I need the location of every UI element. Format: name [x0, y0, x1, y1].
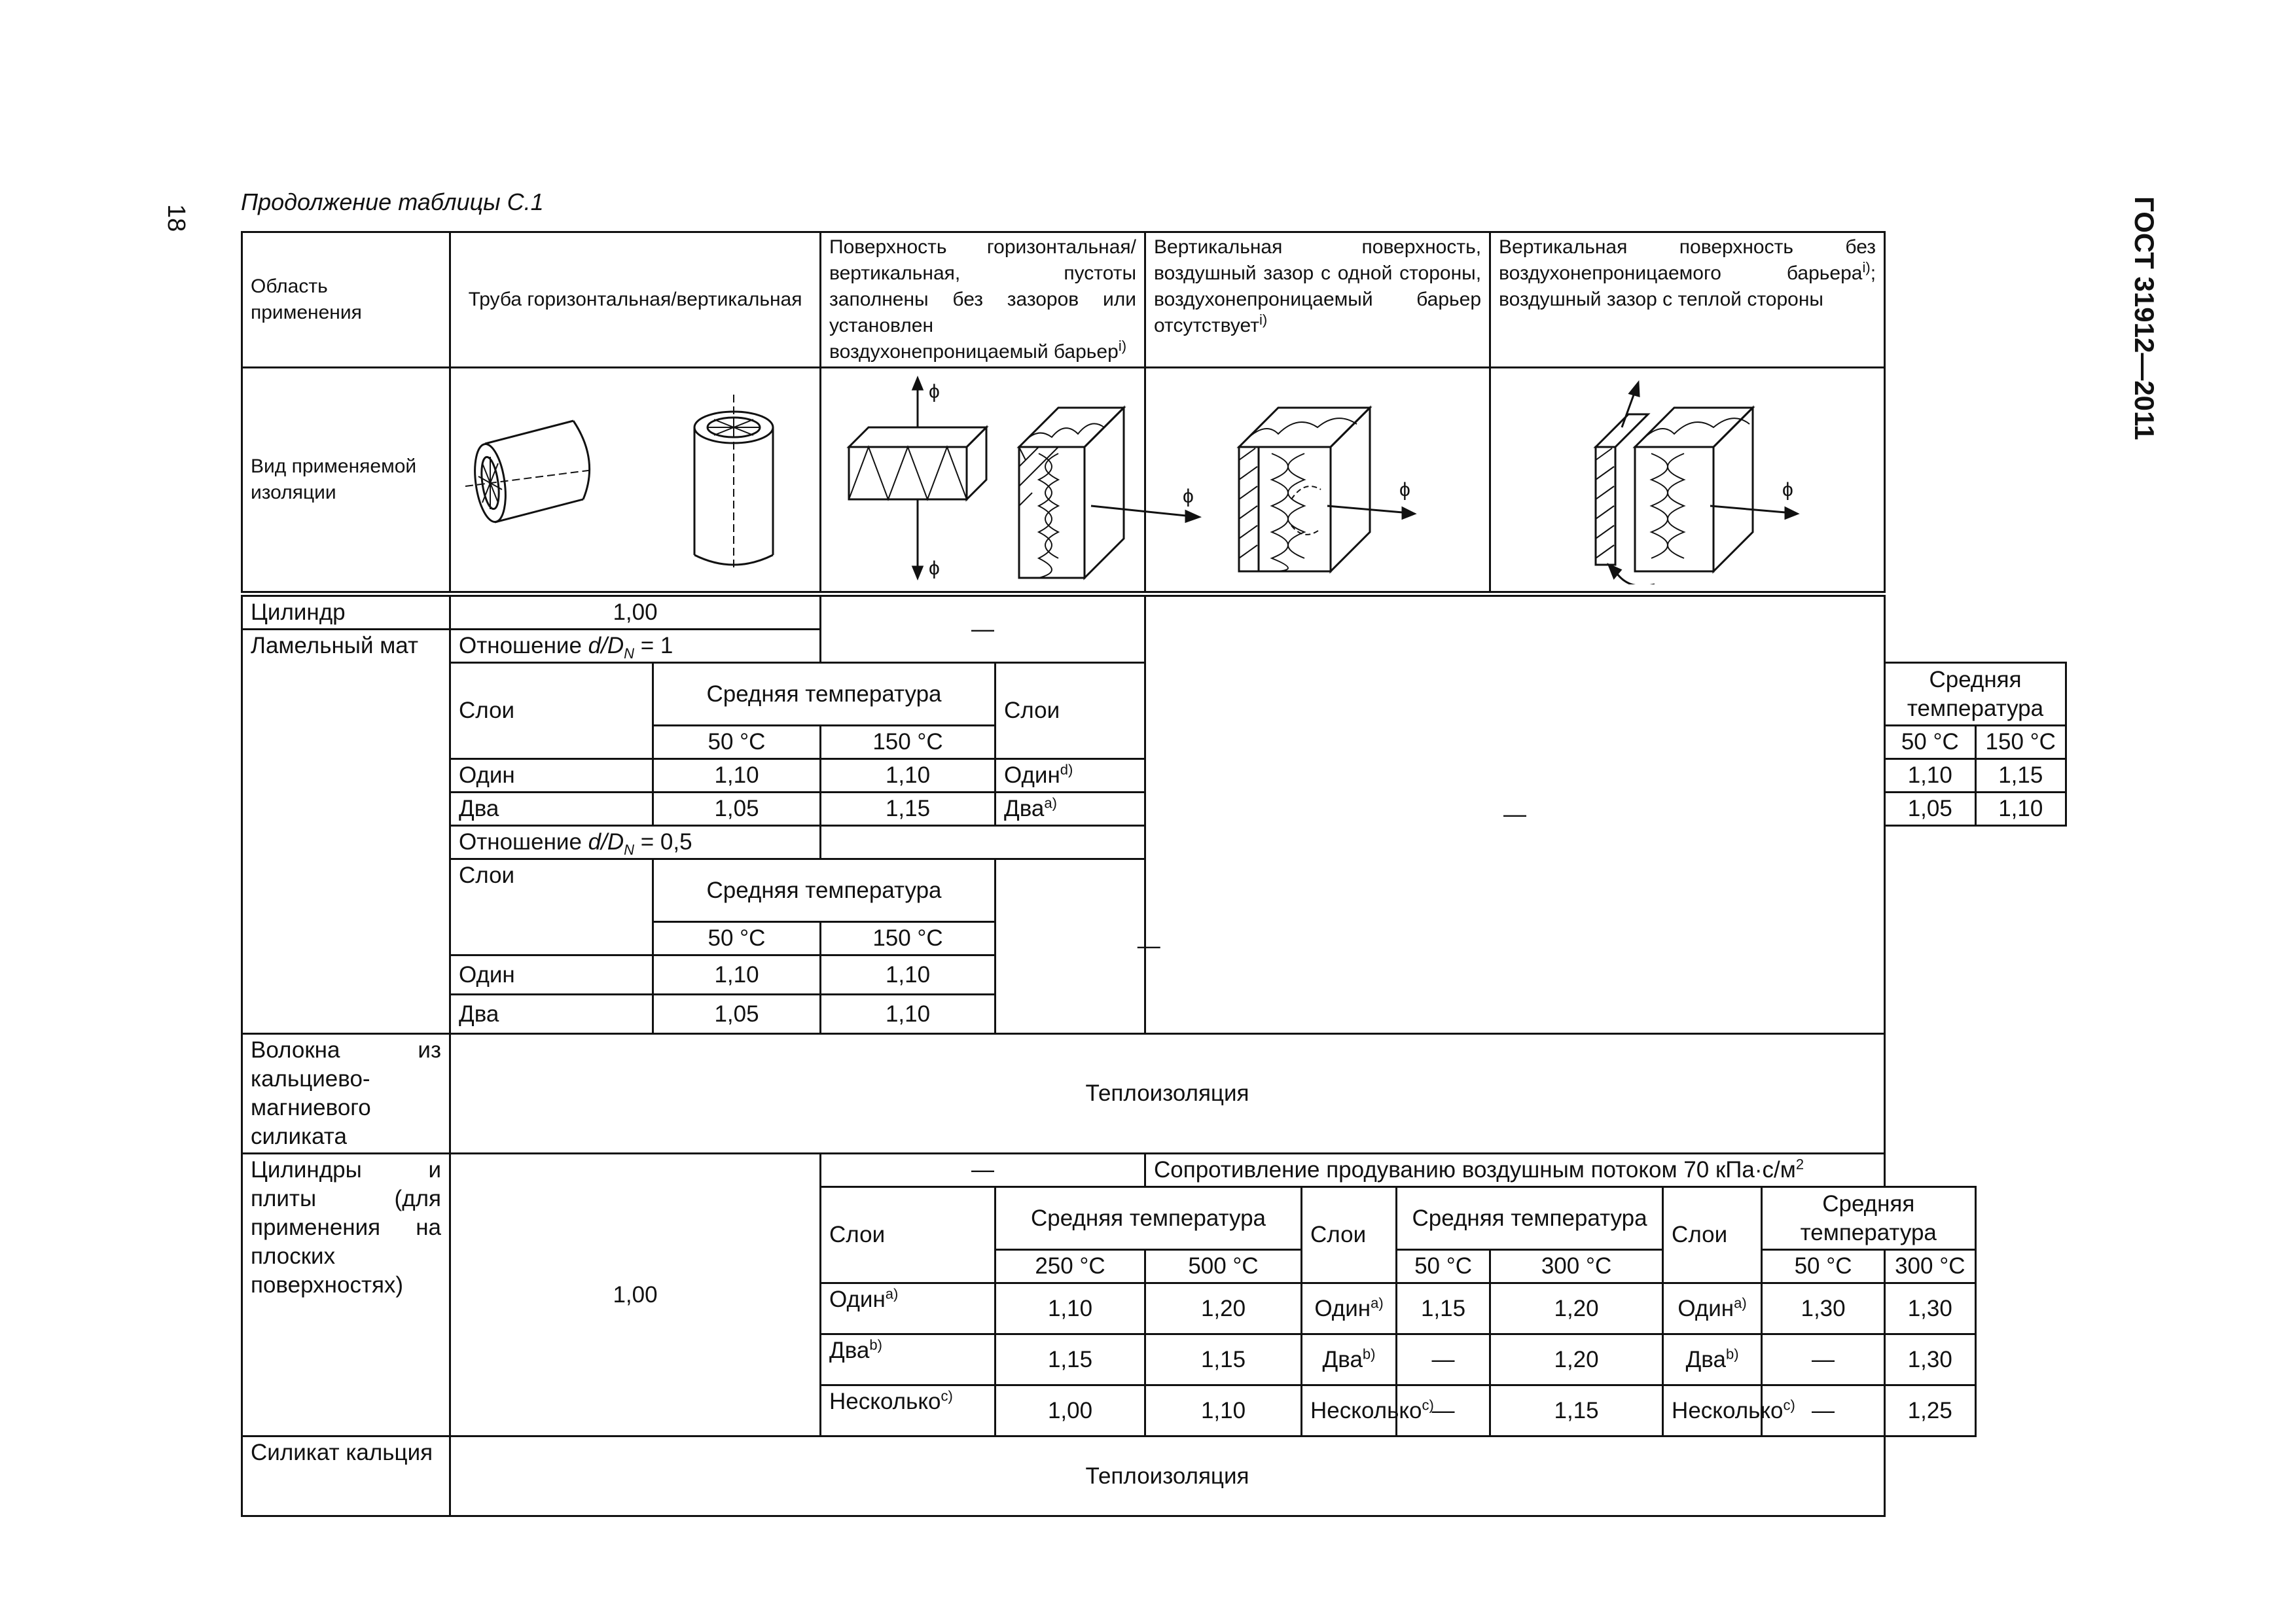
cyl-plates-resistance: Сопротивление продуванию воздушным потоком 70 $кПа\cdot с/м^2$ — [1145, 1154, 1885, 1187]
cp-g1-t500: 500 °C — [1145, 1250, 1302, 1283]
lamel-pipe-layers-header: Слои — [450, 663, 653, 759]
row-calcium-label: Силикат кальция — [242, 1436, 450, 1516]
cp-g3-avg-temp: Средняя температура — [1762, 1187, 1975, 1250]
row-cyl-plates-label: Цилиндры и плиты (для применения на плоских поверхностях) — [242, 1154, 450, 1436]
lamel-ratio-1: Отношение $d/D_N = 1$ — [450, 630, 821, 663]
cp-g1-two: Два$^{b)}$ — [821, 1334, 996, 1385]
cylinder-pipe-value: 1,00 — [450, 594, 821, 630]
cp-g1-layers: Слои — [821, 1187, 996, 1283]
lamel-surface-two-50: 1,05 — [1885, 793, 1975, 826]
vertical-pipe-icon — [694, 395, 773, 571]
cp-g2-several-a: — — [1397, 1385, 1490, 1436]
lamel-pipe-two: Два — [450, 793, 653, 826]
lamel-surface-one-50: 1,10 — [1885, 759, 1975, 793]
cp-g3-layers: Слои — [1663, 1187, 1762, 1283]
lamel-pipe-two-150-2: 1,10 — [821, 995, 996, 1034]
data-table — [241, 231, 2067, 1507]
cp-g3-one-a: 1,30 — [1762, 1283, 1885, 1334]
lamel-ratio-2: Отношение $d/D_N = 0,5$ — [450, 826, 821, 859]
lamel-ratio-2-empty — [821, 826, 1145, 859]
board-icon — [849, 378, 986, 579]
lamel-pipe-one-50: 1,10 — [653, 759, 821, 793]
lamel-surface-two-150: 1,10 — [1975, 793, 2066, 826]
lamel-surface-avg-temp: Средняя температура — [1885, 663, 2066, 726]
svg-text:ϕ: ϕ — [1399, 479, 1410, 501]
lamel-pipe-two-150: 1,15 — [821, 793, 996, 826]
header-surface: Поверхность горизонтальная/вертикальная, пустоты заполнены без зазоров или установлен воздухонепроницаемый барьер$^{i)}$ — [821, 232, 1145, 368]
cp-g1-several: Несколько$^{c)}$ — [821, 1385, 996, 1436]
lamel-pipe-layers-header-2: Слои — [450, 859, 653, 955]
cyl-plates-pipe-value: 1,00 — [450, 1154, 821, 1436]
lamel-pipe-t150: 150 °C — [821, 726, 996, 759]
lamel-pipe-one-50-2: 1,10 — [653, 955, 821, 995]
lamel-pipe-one: Один — [450, 759, 653, 793]
svg-text:ϕ: ϕ — [1782, 479, 1793, 501]
cp-g1-one-a: 1,10 — [996, 1283, 1145, 1334]
cp-g3-two: Два$^{b)}$ — [1663, 1334, 1762, 1385]
cp-g2-layers: Слои — [1302, 1187, 1397, 1283]
lamel-surface-layers-header: Слои — [996, 663, 1145, 759]
svg-text:ϕ: ϕ — [929, 558, 940, 579]
wall-gap-icon — [1239, 408, 1414, 571]
cp-g2-two-a: — — [1397, 1334, 1490, 1385]
cp-g1-avg-temp: Средняя температура — [996, 1187, 1302, 1250]
fibers-value: Теплоизоляция — [450, 1034, 1885, 1154]
cp-g2-one-a: 1,15 — [1397, 1283, 1490, 1334]
lamel-surface-one: Один$^{d)}$ — [996, 759, 1145, 793]
cp-g2-avg-temp: Средняя температура — [1397, 1187, 1663, 1250]
lamel-surface-dash: — — [996, 859, 1302, 1034]
document-code: ГОСТ 31912—2011 — [2129, 196, 2160, 440]
cp-g1-several-a: 1,00 — [996, 1385, 1145, 1436]
cp-g2-two: Два$^{b)}$ — [1302, 1334, 1397, 1385]
lamel-pipe-avg-temp: Средняя температура — [653, 663, 996, 726]
row-cylinder-label: Цилиндр — [242, 594, 450, 630]
surface-illustration — [821, 368, 1194, 594]
cp-g3-several: Несколько$^{c)}$ — [1663, 1385, 1762, 1436]
cp-g2-one-b: 1,20 — [1490, 1283, 1663, 1334]
header-application-area: Область применения — [242, 232, 450, 368]
lamel-pipe-t150-2: 150 °C — [821, 922, 996, 955]
header-insulation-view: Вид применяемой изоляции — [242, 368, 450, 594]
lamel-surface-t50: 50 °C — [1885, 726, 1975, 759]
cp-g2-t50: 50 °C — [1397, 1250, 1490, 1283]
header-vertical-no-barrier: Вертикальная поверхность без воздухонепроницаемого барьера$^{i)}$; воздушный зазор с теплой стороны — [1490, 232, 1885, 368]
row-lamel-label: Ламельный мат — [242, 630, 450, 1034]
lamel-pipe-t50-2: 50 °C — [653, 922, 821, 955]
header-pipe: Труба горизонтальная/вертикальная — [450, 232, 821, 368]
cp-g2-several-b: 1,15 — [1490, 1385, 1663, 1436]
lamel-pipe-t50: 50 °C — [653, 726, 821, 759]
pipe-illustration — [450, 368, 821, 594]
cp-g1-two-b: 1,15 — [1145, 1334, 1302, 1385]
lamel-pipe-avg-temp-2: Средняя температура — [653, 859, 996, 922]
cp-g3-two-b: 1,30 — [1885, 1334, 1975, 1385]
page-number: 18 — [162, 204, 190, 232]
lamel-pipe-two-50: 1,05 — [653, 793, 821, 826]
cp-g3-t50: 50 °C — [1762, 1250, 1885, 1283]
svg-text:ϕ: ϕ — [929, 381, 940, 402]
cp-g2-several: Несколько$^{c)}$ — [1302, 1385, 1397, 1436]
cp-g2-two-b: 1,20 — [1490, 1334, 1663, 1385]
lamel-vertical-dash: — — [1145, 594, 1885, 1034]
cp-g1-two-a: 1,15 — [996, 1334, 1145, 1385]
lamel-pipe-one-150-2: 1,10 — [821, 955, 996, 995]
lamel-pipe-two-50-2: 1,05 — [653, 995, 821, 1034]
calcium-value: Теплоизоляция — [450, 1436, 1885, 1516]
wall-no-barrier-icon — [1596, 383, 1797, 584]
cyl-plates-surface-dash: — — [821, 1154, 1145, 1187]
lamel-pipe-one-2: Один — [450, 955, 653, 995]
row-fibers-label: Волокна из кальциево-магниевого силиката — [242, 1034, 450, 1154]
lamel-pipe-two-2: Два — [450, 995, 653, 1034]
cp-g1-t250: 250 °C — [996, 1250, 1145, 1283]
cp-g2-one: Один$^{a)}$ — [1302, 1283, 1397, 1334]
lamel-surface-t150: 150 °C — [1975, 726, 2066, 759]
svg-text:ϕ: ϕ — [1183, 486, 1194, 507]
cp-g3-t300: 300 °C — [1885, 1250, 1975, 1283]
cylinder-surface-dash: — — [821, 594, 1145, 663]
lamel-surface-two: Два$^{a)}$ — [996, 793, 1145, 826]
lamel-surface-one-150: 1,15 — [1975, 759, 2066, 793]
cp-g3-one-b: 1,30 — [1885, 1283, 1975, 1334]
cp-g1-one: Один$^{a)}$ — [821, 1283, 996, 1334]
vertical-gap-illustration — [1145, 368, 1490, 594]
horizontal-pipe-icon — [465, 421, 593, 524]
cp-g3-one: Один$^{a)}$ — [1663, 1283, 1762, 1334]
cp-g1-one-b: 1,20 — [1145, 1283, 1302, 1334]
cp-g3-several-b: 1,25 — [1885, 1385, 1975, 1436]
cp-g3-several-a: — — [1762, 1385, 1885, 1436]
header-vertical-gap: Вертикальная поверхность, воздушный зазор с одной стороны, воздухонепроницаемый барьер отсутствует$^{i)}$ — [1145, 232, 1490, 368]
table-caption: Продолжение таблицы С.1 — [241, 188, 544, 215]
cp-g2-t300: 300 °C — [1490, 1250, 1663, 1283]
cp-g1-several-b: 1,10 — [1145, 1385, 1302, 1436]
lamel-pipe-one-150: 1,10 — [821, 759, 996, 793]
vertical-no-barrier-illustration — [1490, 368, 1885, 594]
cp-g3-two-a: — — [1762, 1334, 1885, 1385]
